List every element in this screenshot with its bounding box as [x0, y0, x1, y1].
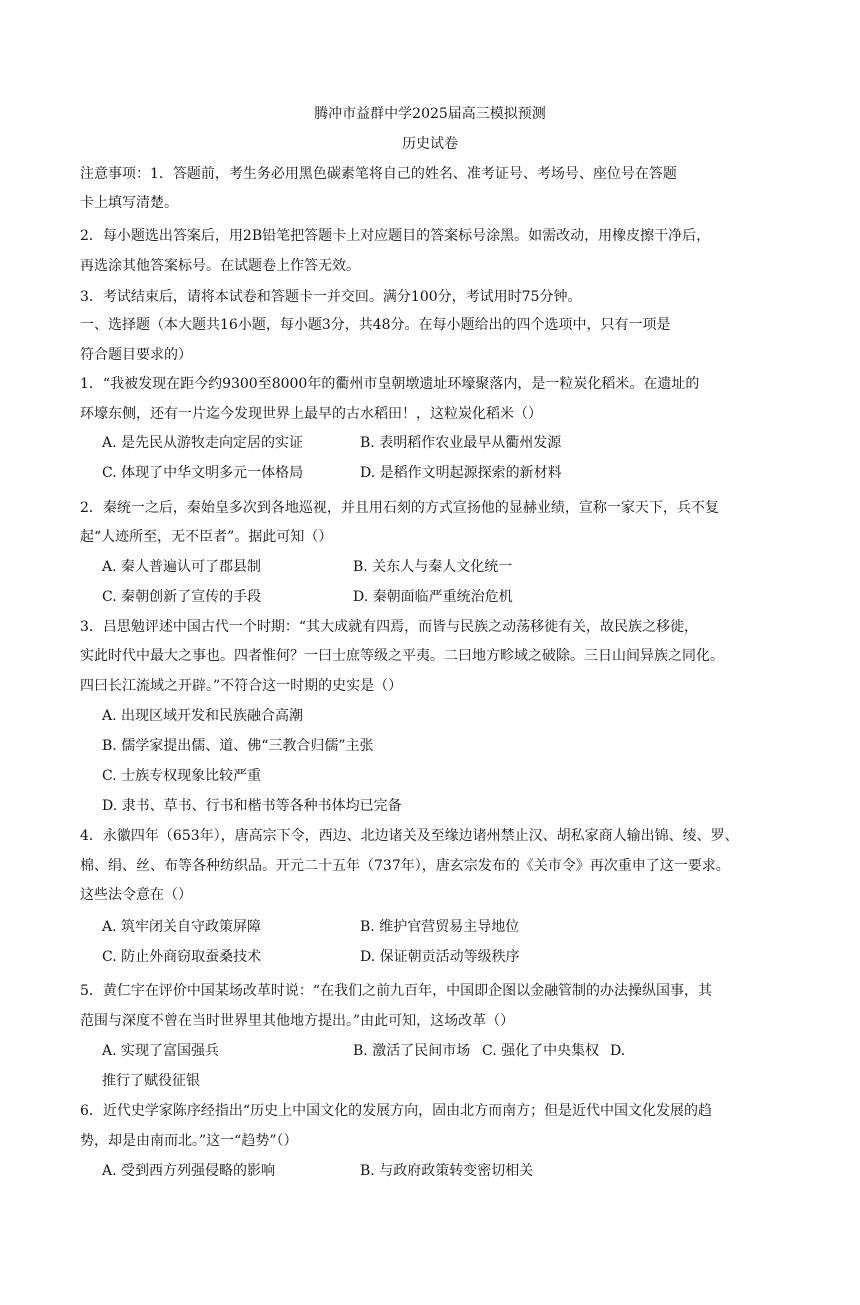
question-option: B. 关东人与秦人文化统一 [353, 559, 513, 575]
notes-line: 2．每小题选出答案后，用2B铅笔把答题卡上对应题目的答案标号涂黑。如需改动，用橡皮擦干净后， [80, 228, 711, 244]
question-option: A. 受到西方列强侵略的影响 [102, 1163, 276, 1179]
notes-line: 3．考试结束后，请将本试卷和答题卡一并交回。满分100分，考试用时75分钟。 [80, 289, 582, 305]
question-option: D. 秦朝面临严重统治危机 [353, 589, 513, 605]
notes-line: 再选涂其他答案标号。在试题卷上作答无效。 [80, 258, 360, 274]
question-option: C. 秦朝创新了宣传的手段 [102, 589, 262, 605]
question-stem: 环壕东侧，还有一片迄今发现世界上最早的古水稻田！，这粒炭化稻米（） [80, 406, 542, 422]
notes-line: 注意事项：1．答题前，考生务必用黑色碳素笔将自己的姓名、准考证号、考场号、座位号在答题 [80, 166, 677, 182]
question-stem: 棉、绢、丝、布等各种纺织品。开元二十五年（737年），唐玄宗发布的《关市令》再次重申了这一要求。 [80, 858, 730, 874]
question-option: D. [610, 1043, 626, 1059]
question-stem: 4．永徽四年（653年），唐高宗下令，西边、北边诸关及至缘边诸州禁止汉、胡私家商人输出锦、绫、罗、 [80, 828, 739, 844]
question-option: C. 体现了中华文明多元一体格局 [102, 465, 304, 481]
question-option: B. 儒学家提出儒、道、佛“三教合归儒”主张 [102, 738, 374, 754]
question-option: A. 实现了富国强兵 [102, 1043, 220, 1059]
question-option: D. 是稻作文明起源探索的新材料 [360, 465, 562, 481]
question-option: C. 士族专权现象比较严重 [102, 768, 262, 784]
question-stem: 6．近代史学家陈序经指出“历史上中国文化的发展方向，固由北方而南方；但是近代中国文化发展的趋 [80, 1103, 713, 1119]
question-option: D. 隶书、草书、行书和楷书等各种书体均已完备 [102, 798, 402, 814]
notes-line: 卡上填写清楚。 [80, 195, 178, 211]
question-option: C. 防止外商窃取蚕桑技术 [102, 949, 262, 965]
question-option: B. 表明稻作农业最早从衢州发源 [360, 435, 562, 451]
question-stem: 2．秦统一之后，秦始皇多次到各地巡视，并且用石刻的方式宣扬他的显赫业绩，宣称一家天下，兵不复 [80, 500, 719, 516]
question-option: A. 出现区域开发和民族融合高潮 [102, 708, 304, 724]
question-option: A. 筑牢闭关自守政策屏障 [102, 919, 262, 935]
question-option: B. 维护官营贸易主导地位 [360, 919, 520, 935]
question-option: 推行了赋役征银 [102, 1073, 200, 1089]
section-heading: 符合题目要求的） [80, 347, 192, 363]
question-stem: 范围与深度不曾在当时世界里其他地方提出。”由此可知，这场改革（） [80, 1013, 515, 1029]
question-stem: 四曰长江流域之开辟。”不符合这一时期的史实是（） [80, 678, 403, 694]
question-stem: 5．黄仁宇在评价中国某场改革时说：“在我们之前九百年，中国即企图以金融管制的办法操纵国事，其 [80, 983, 713, 999]
question-option: B. 激活了民间市场 [353, 1043, 471, 1059]
question-stem: 势，却是由南而北。”这一“趋势”（） [80, 1133, 298, 1149]
exam-subtitle: 历史试卷 [402, 136, 458, 152]
question-option: C. 强化了中央集权 [482, 1043, 600, 1059]
question-stem: 这些法令意在（） [80, 887, 192, 903]
question-option: A. 秦人普遍认可了郡县制 [102, 559, 262, 575]
question-stem: 1．“我被发现在距今约9300至8000年的衢州市皇朝墩遗址环壕聚落内，是一粒炭化稻米。在遗址的 [80, 376, 700, 392]
question-stem: 3．吕思勉评述中国古代一个时期：“其大成就有四焉，而皆与民族之动荡移徙有关，故民族之移徙， [80, 619, 699, 635]
question-option: B. 与政府政策转变密切相关 [360, 1163, 534, 1179]
section-heading: 一、选择题（本大题共16小题，每小题3分，共48分。在每小题给出的四个选项中，只有一项是 [80, 317, 671, 333]
question-option: D. 保证朝贡活动等级秩序 [360, 949, 520, 965]
question-stem: 实此时代中最大之事也。四者惟何？一曰士庶等级之平夷。二曰地方畛域之破除。三日山间异族之同化。 [80, 648, 724, 664]
question-stem: 起“人迹所至，无不臣者”。据此可知（） [80, 529, 333, 545]
exam-title: 腾冲市益群中学2025届高三模拟预测 [314, 106, 546, 122]
question-option: A. 是先民从游牧走向定居的实证 [102, 435, 304, 451]
